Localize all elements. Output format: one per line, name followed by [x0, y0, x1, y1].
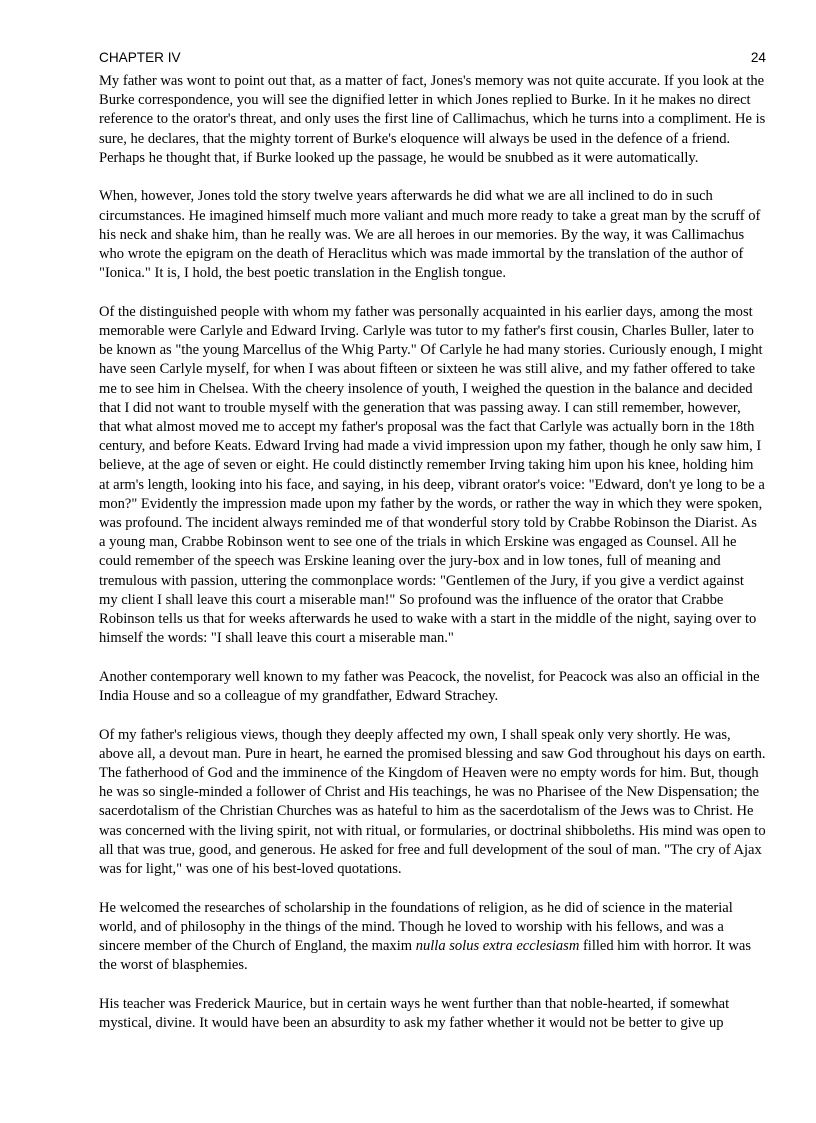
paragraph-3: Of the distinguished people with whom my father was personally acquainted in his earlier days, among the most memorable were Carlyle and Edward Irving. Carlyle was tutor to my father's first cousin, Charles Buller, later to be known as "the young Marcellus of the Whig Party." Of Carlyle he had many stories. Curiously enough, I might have seen Carlyle myself, for when I was about fifteen or sixteen he was still alive, and my father offered to take me to see him in Chelsea. With the cheery insolence of youth, I weighed the question in the balance and decided that I did not want to trouble myself with the generation that was passing away. I can still remember, however, that what almost moved me to accept my father's proposal was the fact that Carlyle was actually born in the 18th century, and before Keats. Edward Irving had made a vivid impression upon my father, though he only saw him, I believe, at the age of seven or eight. He could distinctly remember Irving taking him upon his knee, holding him at arm's length, looking into his face, and saying, in his deep, vibrant orator's voice: "Edward, don't ye long to be a mon?" Evidently the impression made upon my father by the words, or rather the way in which they were spoken, was profound. The incident always reminded me of that wonderful story told by Crabbe Robinson the Diarist. As a young man, Crabbe Robinson went to see one of the trials in which Erskine was engaged as Counsel. All he could remember of the speech was Erskine leaning over the jury-box and in low tones, full of meaning and tremulous with passion, uttering the commonplace words: "Gentlemen of the Jury, if you give a verdict against my client I shall leave this court a miserable man!" So profound was the influence of the orator that Crabbe Robinson tells us that for weeks afterwards he used to wake with a start in the middle of the night, saying over to himself the words: "I shall leave this court a miserable man.": [99, 303, 765, 647]
page-number: 24: [750, 50, 766, 65]
body-text: [99, 72, 766, 1033]
page-header: [99, 50, 766, 72]
page: [99, 50, 766, 1053]
paragraph-6: [99, 899, 766, 976]
paragraph-2: When, however, Jones told the story twelve years afterwards he did what we are all inclined to do in such circumstances. He imagined himself much more valiant and much more ready to take a great man by the scruff of his neck and shake him, than he really was. We are all heroes in our memories. By the way, it was Callimachus who wrote the epigram on the death of Heraclitus which was made immortal by the translation of the author of "Ionica." It is, I hold, the best poetic translation in the English tongue.: [99, 188, 761, 282]
latin-maxim: nulla solus extra ecclesiasm: [415, 938, 580, 955]
paragraph-4: Another contemporary well known to my father was Peacock, the novelist, for Peacock was also an official in the India House and so a colleague of my grandfather, Edward Strachey.: [99, 668, 760, 705]
paragraph-5: Of my father's religious views, though they deeply affected my own, I shall speak only very shortly. He was, above all, a devout man. Pure in heart, he earned the promised blessing and saw God throughout his days on earth. The fatherhood of God and the imminence of the Kingdom of Heaven were no empty words for him. But, though he was so single-minded a follower of Christ and His teachings, he was no Pharisee of the New Dispensation; the sacerdotalism of the Christian Churches was as hateful to him as the sacerdotalism of the Jews was to Christ. He was concerned with the living spirit, not with ritual, or formularies, or doctrinal shibboleths. His mind was open to all that was true, good, and generous. He asked for free and full development of the soul of man. "The cry of Ajax was for light," was one of his best-loved quotations.: [99, 726, 766, 878]
paragraph-6-end: filled him with horror. It was the worst of blasphemies.: [99, 938, 752, 974]
paragraph-6-start: He welcomed the researches of scholarship in the foundations of religion, as he did of science in the material world, and of philosophy in the things of the mind. Though he loved to worship with his fellows, and was a sincere member of the Church of England, the maxim: [99, 899, 733, 955]
paragraph-1: My father was wont to point out that, as a matter of fact, Jones's memory was not quite accurate. If you look at the Burke correspondence, you will see the dignified letter in which Jones replied to Burke. In it he makes no direct reference to the orator's threat, and only uses the first line of Callimachus, which he turns into a compliment. He is sure, he declares, that the mighty torrent of Burke's eloquence will always be used in the defence of a friend. Perhaps he thought that, if Burke looked up the passage, he would be snubbed as it were automatically.: [99, 73, 766, 166]
paragraph-7: His teacher was Frederick Maurice, but in certain ways he went further than that noble-hearted, if somewhat mystical, divine. It would have been an absurdity to ask my father whether it would not be better to give up: [99, 995, 730, 1032]
chapter-title: CHAPTER IV: [99, 50, 181, 65]
